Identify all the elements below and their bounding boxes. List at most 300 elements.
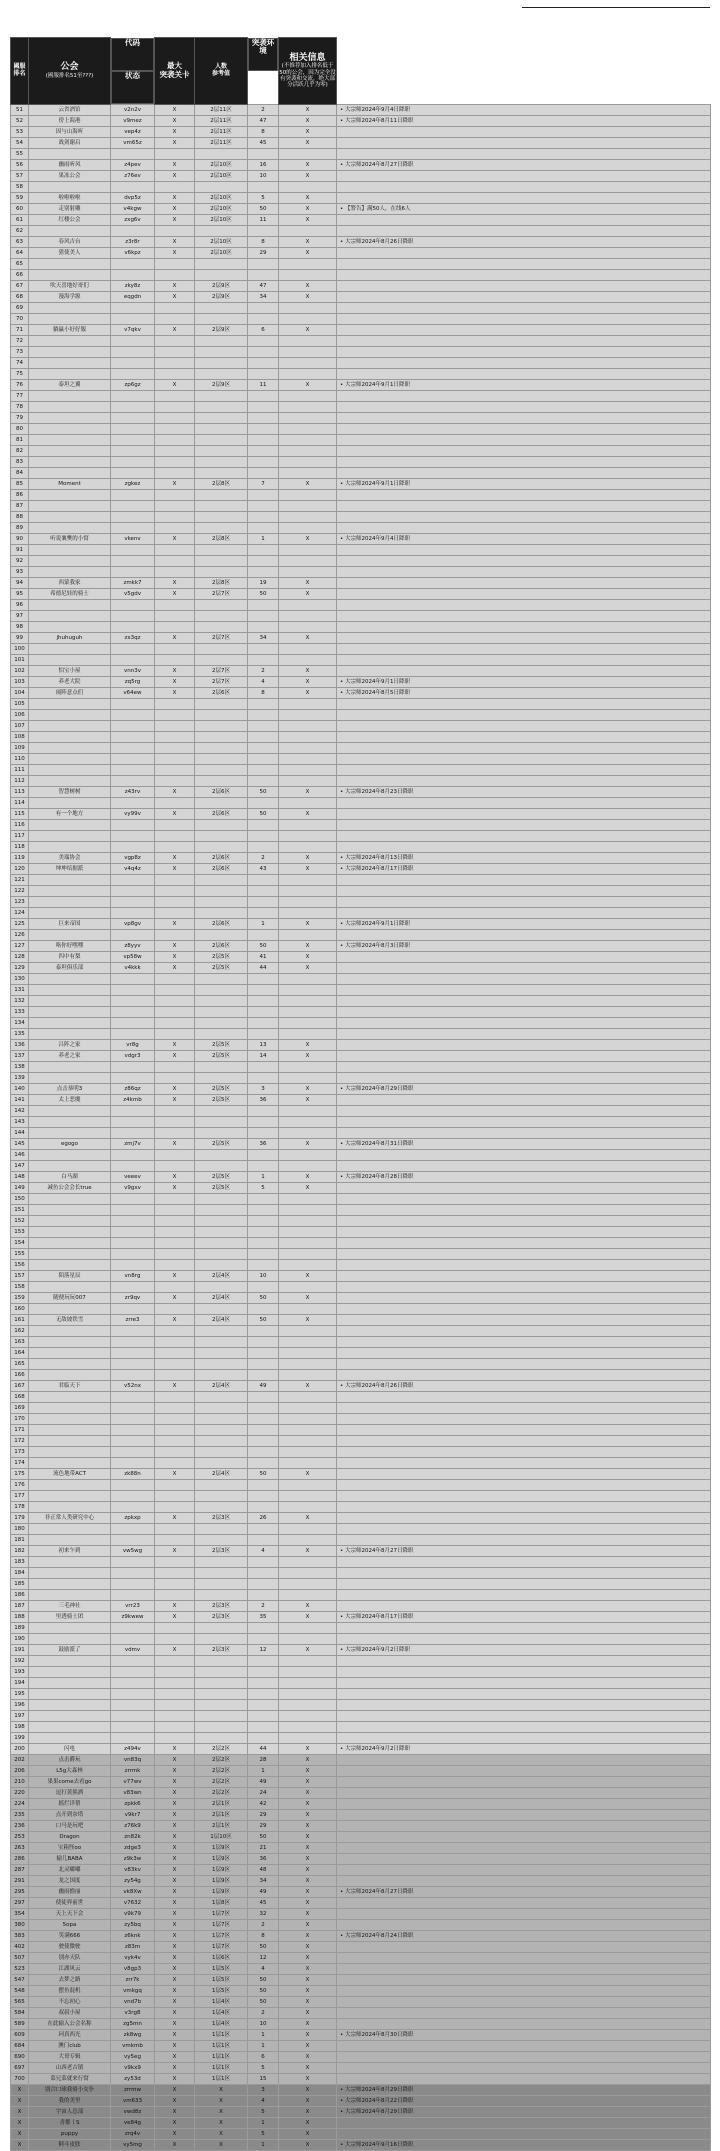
table-row [11,302,711,313]
member-count-cell [248,346,279,357]
raid-env-cell [279,1413,337,1424]
info-cell: • 大宗师2024年9月16日降职 [337,2139,711,2150]
member-count-cell: 4 [248,1545,279,1556]
status-cell [155,720,195,731]
raid-env-cell [279,1688,337,1699]
max-stage-cell: 1层10区 [195,1831,248,1842]
info-cell [337,1919,711,1930]
rank-cell: 112 [11,775,29,786]
status-cell: X [155,1787,195,1798]
status-cell [155,621,195,632]
guild-name-cell [29,1369,111,1380]
member-count-cell: 4 [248,676,279,687]
status-cell [155,390,195,401]
guild-name-cell: 逗打黄熊洒 [29,1787,111,1798]
info-cell [337,764,711,775]
rank-cell: 133 [11,1006,29,1017]
code-cell: v9k79 [111,1908,155,1919]
rank-cell: 220 [11,1787,29,1798]
rank-cell: 151 [11,1204,29,1215]
table-row [11,2062,711,2073]
max-stage-cell: 1层9区 [195,1886,248,1897]
guild-name-cell [29,1193,111,1204]
table-row [11,1721,711,1732]
guild-name-cell [29,368,111,379]
code-cell [111,258,155,269]
member-count-cell [248,566,279,577]
member-count-cell [248,511,279,522]
member-count-cell [248,698,279,709]
info-cell [337,1413,711,1424]
member-count-cell [248,357,279,368]
info-cell [337,1732,711,1743]
rank-cell: 72 [11,335,29,346]
guild-name-cell [29,1116,111,1127]
rank-cell: 286 [11,1853,29,1864]
rank-cell: 59 [11,192,29,203]
status-cell: X [155,1897,195,1908]
rank-cell: 158 [11,1281,29,1292]
code-cell [111,423,155,434]
guild-name-cell: 流色地带ACT [29,1468,111,1479]
member-count-cell: 6 [248,324,279,335]
guild-name-cell [29,764,111,775]
rank-cell: 166 [11,1369,29,1380]
code-cell [111,819,155,830]
max-stage-cell [195,1193,248,1204]
guild-name-cell: puppy [29,2128,111,2139]
rank-cell: 177 [11,1490,29,1501]
status-cell: X [155,1743,195,1754]
status-cell: X [155,1886,195,1897]
raid-env-cell: X [279,1765,337,1776]
info-cell: • 大宗师2024年8月24日降职 [337,1930,711,1941]
info-cell [337,1248,711,1259]
max-stage-cell [195,984,248,995]
rank-cell: 69 [11,302,29,313]
info-cell [337,1028,711,1039]
status-cell: X [155,808,195,819]
info-cell [337,1754,711,1765]
rank-cell: 191 [11,1644,29,1655]
max-stage-cell: 2层8区 [195,577,248,588]
code-cell [111,775,155,786]
code-cell: z494v [111,1743,155,1754]
guild-name-cell [29,302,111,313]
raid-env-cell: X [279,1050,337,1061]
status-cell: X [155,1842,195,1853]
status-cell: X [155,1941,195,1952]
status-cell: X [155,1776,195,1787]
code-cell: zky8z [111,280,155,291]
guild-name-cell [29,709,111,720]
info-cell [337,489,711,500]
guild-name-cell: 躺赢小好好服 [29,324,111,335]
guild-name-cell [29,995,111,1006]
member-count-cell: 26 [248,1512,279,1523]
max-stage-cell [195,302,248,313]
rank-cell: 94 [11,577,29,588]
guild-name-cell [29,1028,111,1039]
code-cell [111,1204,155,1215]
rank-cell: 697 [11,2062,29,2073]
code-cell: ve84g [111,2117,155,2128]
max-stage-cell [195,313,248,324]
code-cell: z76k9 [111,1820,155,1831]
guild-name-cell [29,423,111,434]
member-count-cell: 13 [248,1039,279,1050]
member-count-cell [248,885,279,896]
status-cell [155,819,195,830]
status-cell: X [155,918,195,929]
member-count-cell: 28 [248,1754,279,1765]
max-stage-cell [195,720,248,731]
member-count-cell [248,1369,279,1380]
table-row [11,137,711,148]
table-row [11,929,711,940]
status-cell [155,346,195,357]
rank-cell: 78 [11,401,29,412]
rank-cell: 130 [11,973,29,984]
table-row [11,2128,711,2139]
guild-name-cell [29,1336,111,1347]
code-cell [111,522,155,533]
guild-name-cell: 猎使美人 [29,247,111,258]
code-cell [111,1369,155,1380]
raid-env-cell: X [279,1853,337,1864]
guild-name-cell: 闹阵意点们 [29,687,111,698]
rank-cell: 98 [11,621,29,632]
raid-env-cell [279,302,337,313]
code-cell: vn83q [111,1754,155,1765]
max-stage-cell [195,1061,248,1072]
max-stage-cell: 1层9区 [195,1853,248,1864]
table-row [11,1853,711,1864]
guild-name-cell [29,1281,111,1292]
guild-name-cell [29,1017,111,1028]
member-count-cell [248,1259,279,1270]
guild-name-cell: 菜兄菜就来行窝 [29,2073,111,2084]
table-row [11,1776,711,1787]
table-row [11,1974,711,1985]
raid-env-cell [279,467,337,478]
status-cell: X [155,786,195,797]
member-count-cell: 34 [248,632,279,643]
info-cell [337,1314,711,1325]
max-stage-cell: 2层9区 [195,291,248,302]
raid-env-cell: X [279,1776,337,1787]
rank-cell: 196 [11,1699,29,1710]
info-cell [337,632,711,643]
guild-name-cell [29,566,111,577]
info-cell [337,2007,711,2018]
max-stage-cell [195,1149,248,1160]
raid-env-cell [279,1655,337,1666]
rank-cell: 291 [11,1875,29,1886]
rank-cell: 62 [11,225,29,236]
max-stage-cell [195,412,248,423]
member-count-cell: 3 [248,1083,279,1094]
raid-env-cell [279,1446,337,1457]
info-cell [337,1369,711,1380]
status-cell: X [155,1996,195,2007]
guild-name-cell: 宝箱怪oo [29,1842,111,1853]
max-stage-cell [195,1688,248,1699]
raid-env-cell [279,445,337,456]
max-stage-cell: 2层3区 [195,1600,248,1611]
member-count-cell: 5 [248,2106,279,2117]
table-row [11,841,711,852]
raid-env-cell: X [279,2128,337,2139]
table-row [11,1347,711,1358]
status-cell: X [155,676,195,687]
rank-cell: 184 [11,1567,29,1578]
info-cell [337,775,711,786]
rank-cell: 57 [11,170,29,181]
max-stage-cell [195,269,248,280]
guild-name-cell: 山西老古镇 [29,2062,111,2073]
table-row [11,1809,711,1820]
member-count-cell [248,621,279,632]
code-cell: eqgdn [111,291,155,302]
guild-name-cell: 非正常人类研究中心 [29,1512,111,1523]
table-row [11,2040,711,2051]
guild-name-cell: 别合口球我骑小女仆 [29,2084,111,2095]
max-stage-cell [195,1127,248,1138]
guild-name-cell: 使徒界前世 [29,1897,111,1908]
member-count-cell: 2 [248,665,279,676]
raid-env-cell: X [279,1963,337,1974]
info-cell: • 大宗师2024年9月4日降职 [337,104,711,115]
info-cell [337,1842,711,1853]
rank-cell: 96 [11,599,29,610]
code-cell: zrr7k [111,1974,155,1985]
raid-env-cell: X [279,379,337,390]
code-cell [111,335,155,346]
code-cell: z3r8r [111,236,155,247]
status-cell: X [155,280,195,291]
member-count-cell [248,929,279,940]
rank-cell: 77 [11,390,29,401]
member-count-cell: 36 [248,1853,279,1864]
rank-cell: 91 [11,544,29,555]
rank-cell: 200 [11,1743,29,1754]
top-rule [522,7,710,8]
rank-cell: 146 [11,1149,29,1160]
guild-name-cell [29,610,111,621]
guild-name-cell [29,1457,111,1468]
info-cell [337,357,711,368]
raid-env-cell [279,511,337,522]
raid-env-cell [279,1149,337,1160]
code-cell [111,566,155,577]
member-count-cell: 2 [248,104,279,115]
max-stage-cell [195,401,248,412]
code-cell: zrrmw [111,2084,155,2095]
guild-name-cell [29,1688,111,1699]
rank-cell: 68 [11,291,29,302]
rank-cell: 210 [11,1776,29,1787]
max-stage-cell: 2层4区 [195,1380,248,1391]
info-cell [337,654,711,665]
member-count-cell: 8 [248,1930,279,1941]
guild-name-cell: 走别射雕 [29,203,111,214]
status-cell [155,489,195,500]
rank-cell: 700 [11,2073,29,2084]
code-cell [111,929,155,940]
code-cell: v83wn [111,1787,155,1798]
code-cell: v9kr7 [111,1809,155,1820]
status-cell: X [155,1600,195,1611]
rank-cell: 173 [11,1446,29,1457]
rank-cell: 548 [11,1985,29,1996]
raid-env-cell [279,995,337,1006]
raid-env-cell [279,1391,337,1402]
code-cell [111,973,155,984]
status-cell [155,1116,195,1127]
code-cell [111,731,155,742]
table-row [11,1611,711,1622]
code-cell [111,357,155,368]
table-row [11,1908,711,1919]
info-cell [337,1446,711,1457]
table-row [11,181,711,192]
guild-name-cell [29,467,111,478]
info-cell [337,258,711,269]
rank-cell: 153 [11,1226,29,1237]
table-row [11,1490,711,1501]
status-cell: X [155,1644,195,1655]
guild-name-cell [29,599,111,610]
table-body [11,104,711,2150]
guild-name-cell [29,874,111,885]
status-cell [155,1248,195,1259]
rank-cell: 170 [11,1413,29,1424]
table-row [11,1061,711,1072]
raid-env-cell: X [279,1380,337,1391]
raid-env-cell [279,731,337,742]
status-cell [155,1622,195,1633]
guild-name-cell [29,907,111,918]
guild-name-cell [29,841,111,852]
rank-cell: X [11,2084,29,2095]
max-stage-cell: X [195,2095,248,2106]
table-row [11,1138,711,1149]
member-count-cell [248,1303,279,1314]
status-cell [155,566,195,577]
raid-env-cell: X [279,203,337,214]
max-stage-cell [195,368,248,379]
status-cell [155,1072,195,1083]
member-count-cell [248,1028,279,1039]
info-cell [337,1479,711,1490]
code-cell [111,467,155,478]
raid-env-cell [279,1534,337,1545]
raid-env-cell: X [279,2029,337,2040]
table-row [11,1479,711,1490]
max-stage-cell [195,1534,248,1545]
raid-env-cell [279,819,337,830]
code-cell: z4pev [111,159,155,170]
guild-name-cell: 泰坦之翼 [29,379,111,390]
status-cell [155,1061,195,1072]
info-cell [337,1160,711,1171]
raid-env-cell [279,1589,337,1600]
guild-name-cell: 大哥专辑 [29,2051,111,2062]
rank-cell: X [11,2095,29,2106]
status-cell: X [155,137,195,148]
rank-cell: 118 [11,841,29,852]
table-row [11,324,711,335]
guild-name-cell: 战剑谢启 [29,137,111,148]
rank-cell: 507 [11,1952,29,1963]
member-count-cell: 29 [248,1820,279,1831]
raid-env-cell [279,929,337,940]
info-cell [337,1699,711,1710]
guild-name-cell [29,1699,111,1710]
info-cell [337,1974,711,1985]
max-stage-cell: 2层6区 [195,940,248,951]
max-stage-cell [195,709,248,720]
status-cell: X [155,2139,195,2150]
guild-name-cell [29,1567,111,1578]
code-cell [111,1160,155,1171]
member-count-cell: 47 [248,280,279,291]
guild-name-cell [29,1446,111,1457]
member-count-cell [248,1424,279,1435]
status-cell [155,830,195,841]
code-cell [111,412,155,423]
max-stage-cell [195,1490,248,1501]
rank-cell: 156 [11,1259,29,1270]
guild-name-cell: 随便玩玩007 [29,1292,111,1303]
rank-cell: 61 [11,214,29,225]
info-cell [337,1303,711,1314]
info-cell [337,1875,711,1886]
member-count-cell [248,984,279,995]
rank-cell: 157 [11,1270,29,1281]
status-cell: X [155,126,195,137]
raid-env-cell: X [279,1138,337,1149]
raid-env-cell [279,973,337,984]
max-stage-cell: 1层7区 [195,1919,248,1930]
raid-env-cell: X [279,1974,337,1985]
code-cell: vm65z [111,137,155,148]
status-cell: X [155,2073,195,2084]
max-stage-cell [195,1006,248,1017]
table-row [11,808,711,819]
guild-name-cell: 坤坤培据派 [29,863,111,874]
code-cell [111,313,155,324]
table-row [11,1083,711,1094]
member-count-cell [248,467,279,478]
member-count-cell: 5 [248,2128,279,2139]
table-row [11,291,711,302]
info-cell [337,709,711,720]
table-row [11,599,711,610]
member-count-cell: 29 [248,1809,279,1820]
member-count-cell: 50 [248,1996,279,2007]
member-count-cell [248,1435,279,1446]
rank-cell: 53 [11,126,29,137]
raid-env-cell [279,1336,337,1347]
member-count-cell [248,1732,279,1743]
member-count-cell [248,819,279,830]
code-cell [111,742,155,753]
raid-env-cell: X [279,2007,337,2018]
rank-cell: 129 [11,962,29,973]
guild-name-cell [29,1248,111,1259]
